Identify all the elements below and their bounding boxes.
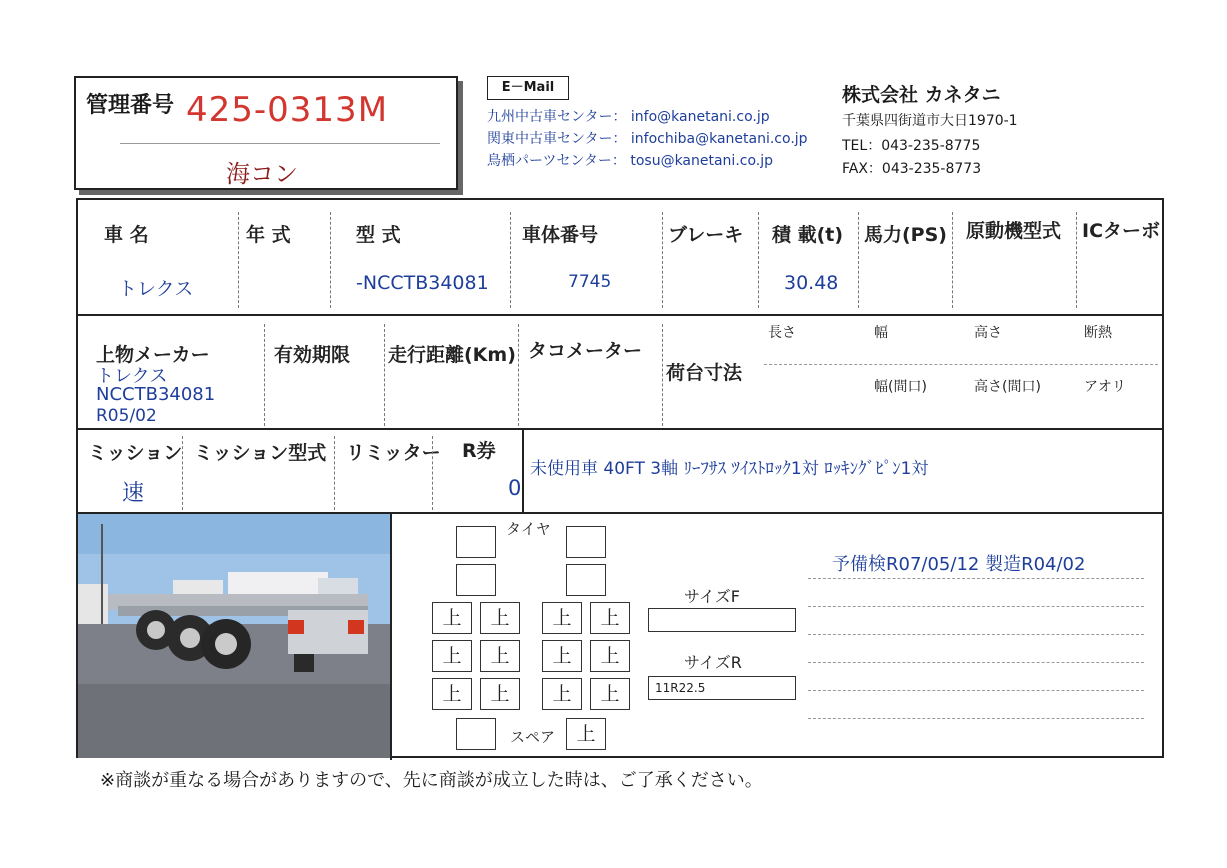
size-rear-field[interactable]: 11R22.5 [648,676,796,700]
email-row-kanto [487,128,808,148]
size-rear-label: サイズR [684,653,742,672]
tire-spare-right[interactable]: 上 [566,718,606,750]
tire-axle1-left-inner[interactable]: 上 [480,602,520,634]
tire-axle1-right-inner[interactable]: 上 [542,602,582,634]
email-label: 鳥栖パーツセンター： [487,153,626,169]
email-row-tosu [487,150,773,170]
header-year: 年 式 [246,224,291,246]
tire-axle3-left-inner[interactable]: 上 [480,678,520,710]
header-engine-model: 原動機型式 [966,220,1062,242]
management-number: 425-0313M [186,90,389,130]
body-maker-line-3: R05/02 [96,406,157,426]
header-mission-model: ミッション型式 [194,442,327,464]
header-body-maker: 上物メーカー [96,344,210,366]
dim-width-label: 幅 [874,325,888,341]
email-address[interactable]: infochiba@kanetani.co.jp [630,131,808,147]
tire-axle2-left-outer[interactable]: 上 [432,640,472,672]
management-number-box [74,76,458,190]
header-bed-dimensions: 荷台寸法 [666,362,743,384]
size-front-field[interactable] [648,608,796,632]
dim-side-gate-label: アオリ [1084,379,1126,395]
header-model: 型 式 [356,224,401,246]
header-expiry: 有効期限 [274,344,351,366]
header-tachometer: タコメーター [528,340,643,362]
model-value: -NCCTB34081 [356,272,489,294]
spare-label: スペア [510,728,556,746]
header-vehicle-name: 車 名 [104,224,149,246]
body-maker-line-1: トレクス [96,366,168,387]
tire-axle3-right-inner[interactable]: 上 [542,678,582,710]
email-title: E－Mail [501,80,555,95]
tires-title: タイヤ [506,520,551,538]
header-mission: ミッション [88,442,183,464]
company-address: 千葉県四街道市大日1970-1 [842,113,1018,129]
header-horsepower: 馬力(PS) [864,224,947,246]
r-ticket-value: 0 [508,476,522,500]
tire-axle2-right-outer[interactable]: 上 [590,640,630,672]
tire-front-right-1[interactable] [566,526,606,558]
dim-height-label: 高さ [974,325,1002,341]
email-label: 関東中古車センター： [487,131,627,147]
dim-height-opening-label: 高さ(間口) [974,379,1041,395]
body-maker-line-2: NCCTB34081 [96,384,216,405]
email-label: 九州中古車センター： [487,109,627,125]
vehicle-name-value: トレクス [118,278,194,300]
dim-insulation-label: 断熱 [1084,325,1112,341]
mission-value: 速 [122,481,145,506]
tire-spare-left[interactable] [456,718,496,750]
tire-front-left-2[interactable] [456,564,496,596]
email-address[interactable]: info@kanetani.co.jp [630,109,770,125]
size-front-label: サイズF [684,587,740,606]
management-number-label: 管理番号 [86,93,175,118]
header-r-ticket: R券 [462,440,496,462]
header-brake: ブレーキ [668,224,744,246]
category-label: 海コン [226,160,298,188]
company-fax: FAX：043-235-8773 [842,161,982,177]
spec-table [76,198,1164,758]
dim-width-opening-label: 幅(間口) [874,379,927,395]
tire-axle1-left-outer[interactable]: 上 [432,602,472,634]
footer-note: ※商談が重なる場合がありますので、先に商談が成立した時は、ご了承ください。 [100,770,763,791]
header-limiter: リミッター [346,442,441,464]
dim-length-label: 長さ [768,325,796,341]
vehicle-photo [78,514,390,758]
load-value: 30.48 [784,272,839,294]
email-title-box [487,76,569,100]
tire-axle3-right-outer[interactable]: 上 [590,678,630,710]
tire-axle1-right-outer[interactable]: 上 [590,602,630,634]
remarks-text: 未使用車 40FT 3軸 ﾘｰﾌｻｽ ﾂｲｽﾄﾛｯｸ1対 ﾛｯｷﾝｸﾞﾋﾟﾝ1対 [530,459,929,479]
header-chassis-number: 車体番号 [522,224,599,246]
tire-axle2-left-inner[interactable]: 上 [480,640,520,672]
header-ic-turbo: ICターボ [1082,220,1161,242]
header-mileage: 走行距離(Km) [388,344,516,366]
header-load: 積 載(t) [772,224,844,246]
inspection-info: 予備検R07/05/12 製造R04/02 [832,554,1086,575]
company-name: 株式会社 カネタニ [842,84,1001,106]
email-address[interactable]: tosu@kanetani.co.jp [630,153,774,169]
tire-front-left-1[interactable] [456,526,496,558]
tire-front-right-2[interactable] [566,564,606,596]
management-divider [120,143,440,144]
company-tel: TEL：043-235-8775 [842,138,981,154]
chassis-number-value: 7745 [568,272,612,292]
tire-axle2-right-inner[interactable]: 上 [542,640,582,672]
tire-axle3-left-outer[interactable]: 上 [432,678,472,710]
email-row-kyushu [487,106,770,126]
